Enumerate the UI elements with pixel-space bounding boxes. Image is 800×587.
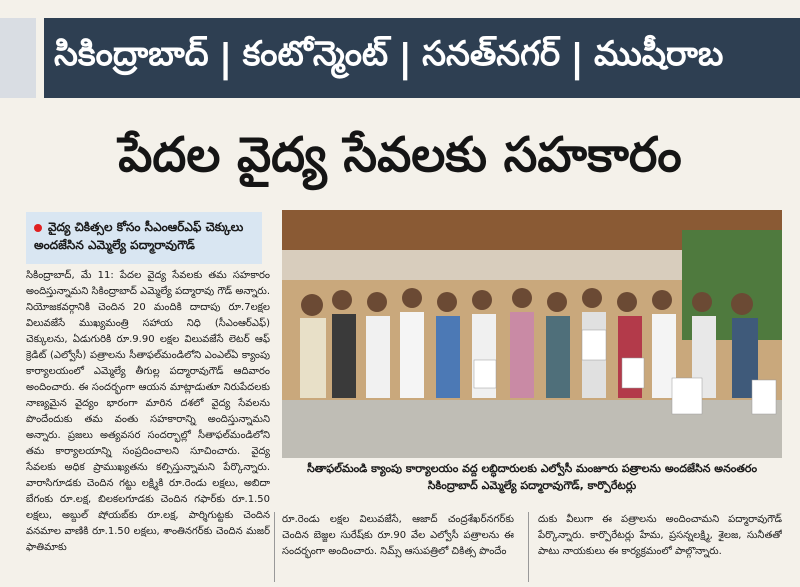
news-photo: [282, 210, 782, 458]
column-divider: [528, 512, 529, 582]
banner-edge: [0, 18, 36, 98]
article-headline: పేదల వైద్య సేవలకు సహకారం: [118, 127, 682, 183]
place-cantonment: కంటోన్మెంట్: [242, 34, 389, 74]
banner-separator: |: [218, 36, 233, 80]
article-subhead: [26, 212, 262, 264]
banner-separator: |: [398, 36, 413, 80]
group-photo-illustration: [282, 210, 782, 458]
article-body-column-2: రూ.రెండు లక్షల విలువజేసే, ఆజాద్ చంద్రశేఖర్‌నగర్‌కు చెందిన బెజ్జల సురేష్‌కు రూ.90 వేల ఎల్వోసీ పత్రాలను ఈ సందర్భంగా అందించారు. నిమ్స్ ఆసుపత్రిలో చికిత్స పొందేం: [282, 514, 514, 557]
banner-bar: [44, 18, 800, 98]
place-musheerabad: ముషీరాబ: [594, 34, 724, 74]
section-banner: [0, 0, 800, 98]
column-divider: [274, 512, 275, 582]
banner-separator: |: [570, 36, 585, 80]
subhead-text: వైద్య చికిత్సల కోసం సీఎంఆర్‌ఎఫ్ చెక్కులు అందజేసిన ఎమ్మెల్యే పద్మారావుగౌడ్: [34, 220, 244, 252]
bullet-icon: [34, 224, 42, 232]
place-secunderabad: సికింద్రాబాద్: [54, 34, 209, 74]
article-body-column-1: సికింద్రాబాద్, మే 11: పేదల వైద్య సేవలకు తమ సహకారం అందిస్తున్నామని సికింద్రాబాద్ ఎమ్మెల్యే పద్మారావు గౌడ్ అన్నారు. నియోజకవర్గానికి చెందిన 20 మందికి దాదాపు రూ.7లక్షల విలువజేసే ముఖ్యమంత్రి సహాయ నిధి (సీఎంఆర్‌ఎఫ్) చెక్కులను, ఏడుగురికి రూ.9.90 లక్షల విలువజేసే లెటర్ ఆఫ్ క్రెడిట్ (ఎల్వోసీ) పత్రాలను సీతాఫల్‌మండిలోని ఎంఎల్‌ఏ క్యాంపు కార్యాలయంలో ఎమ్మెల్యే తీగుల్ల పద్మారావుగౌడ్ ఆదివారం అందించారు. ఈ సందర్భంగా ఆయన మాట్లాడుతూ నిరుపేదలకు నాణ్యమైన వైద్యం భారంగా మారిన దశలో వైద్య సేవలను పొందేందుకు తమ వంతు సహకారాన్ని అందిస్తున్నామని అన్నారు. ప్రజలు అత్యవసర సందర్భాల్లో సీతాఫల్‌మండిలోని తమ కార్యాలయాన్ని సంప్రదించాలని సూచించారు. వైద్య సేవలకు అధిక ప్రాముఖ్యతను కల్పిస్తున్నామని పేర్కొన్నారు. వారాసిగూడకు చెందిన గట్టు లక్ష్మికి రూ.రెండు లక్షలు, అబిదా బేగంకు రూ.లక్ష, బిలకలగూడకు చెందిన గఫార్‌కు రూ.1.50 లక్షలు, అబ్దుల్ షోయబ్‌కు రూ.లక్ష, పార్శిగుట్టకు చెందిన వనమాల వాణికి రూ.1.50 లక్షలు, శాంతినగర్‌కు చెందిన మజర్ ఫాతిమాకు: [26, 270, 270, 553]
photo-caption: సీతాఫల్‌మండి క్యాంపు కార్యాలయం వద్ద లబ్ధిదారులకు ఎల్వోసీ మంజూరు పత్రాలను అందజేసిన అనంతరం సికింద్రాబాద్ ఎమ్మెల్యే పద్మారావుగౌడ్, కార్పొరేటర్లు: [306, 462, 758, 492]
article-body-column-3: దుకు వీలుగా ఈ పత్రాలను అందించామని పద్మారావుగౌడ్ పేర్కొన్నారు. కార్పొరేటర్లు హేమ, ప్రసన్నలక్ష్మి, శైలజ, సునీతతో పాటు నాయకులు ఈ కార్యక్రమంలో పాల్గొన్నారు.: [538, 514, 782, 557]
place-sanathnagar: సనత్‌నగర్: [422, 34, 561, 74]
